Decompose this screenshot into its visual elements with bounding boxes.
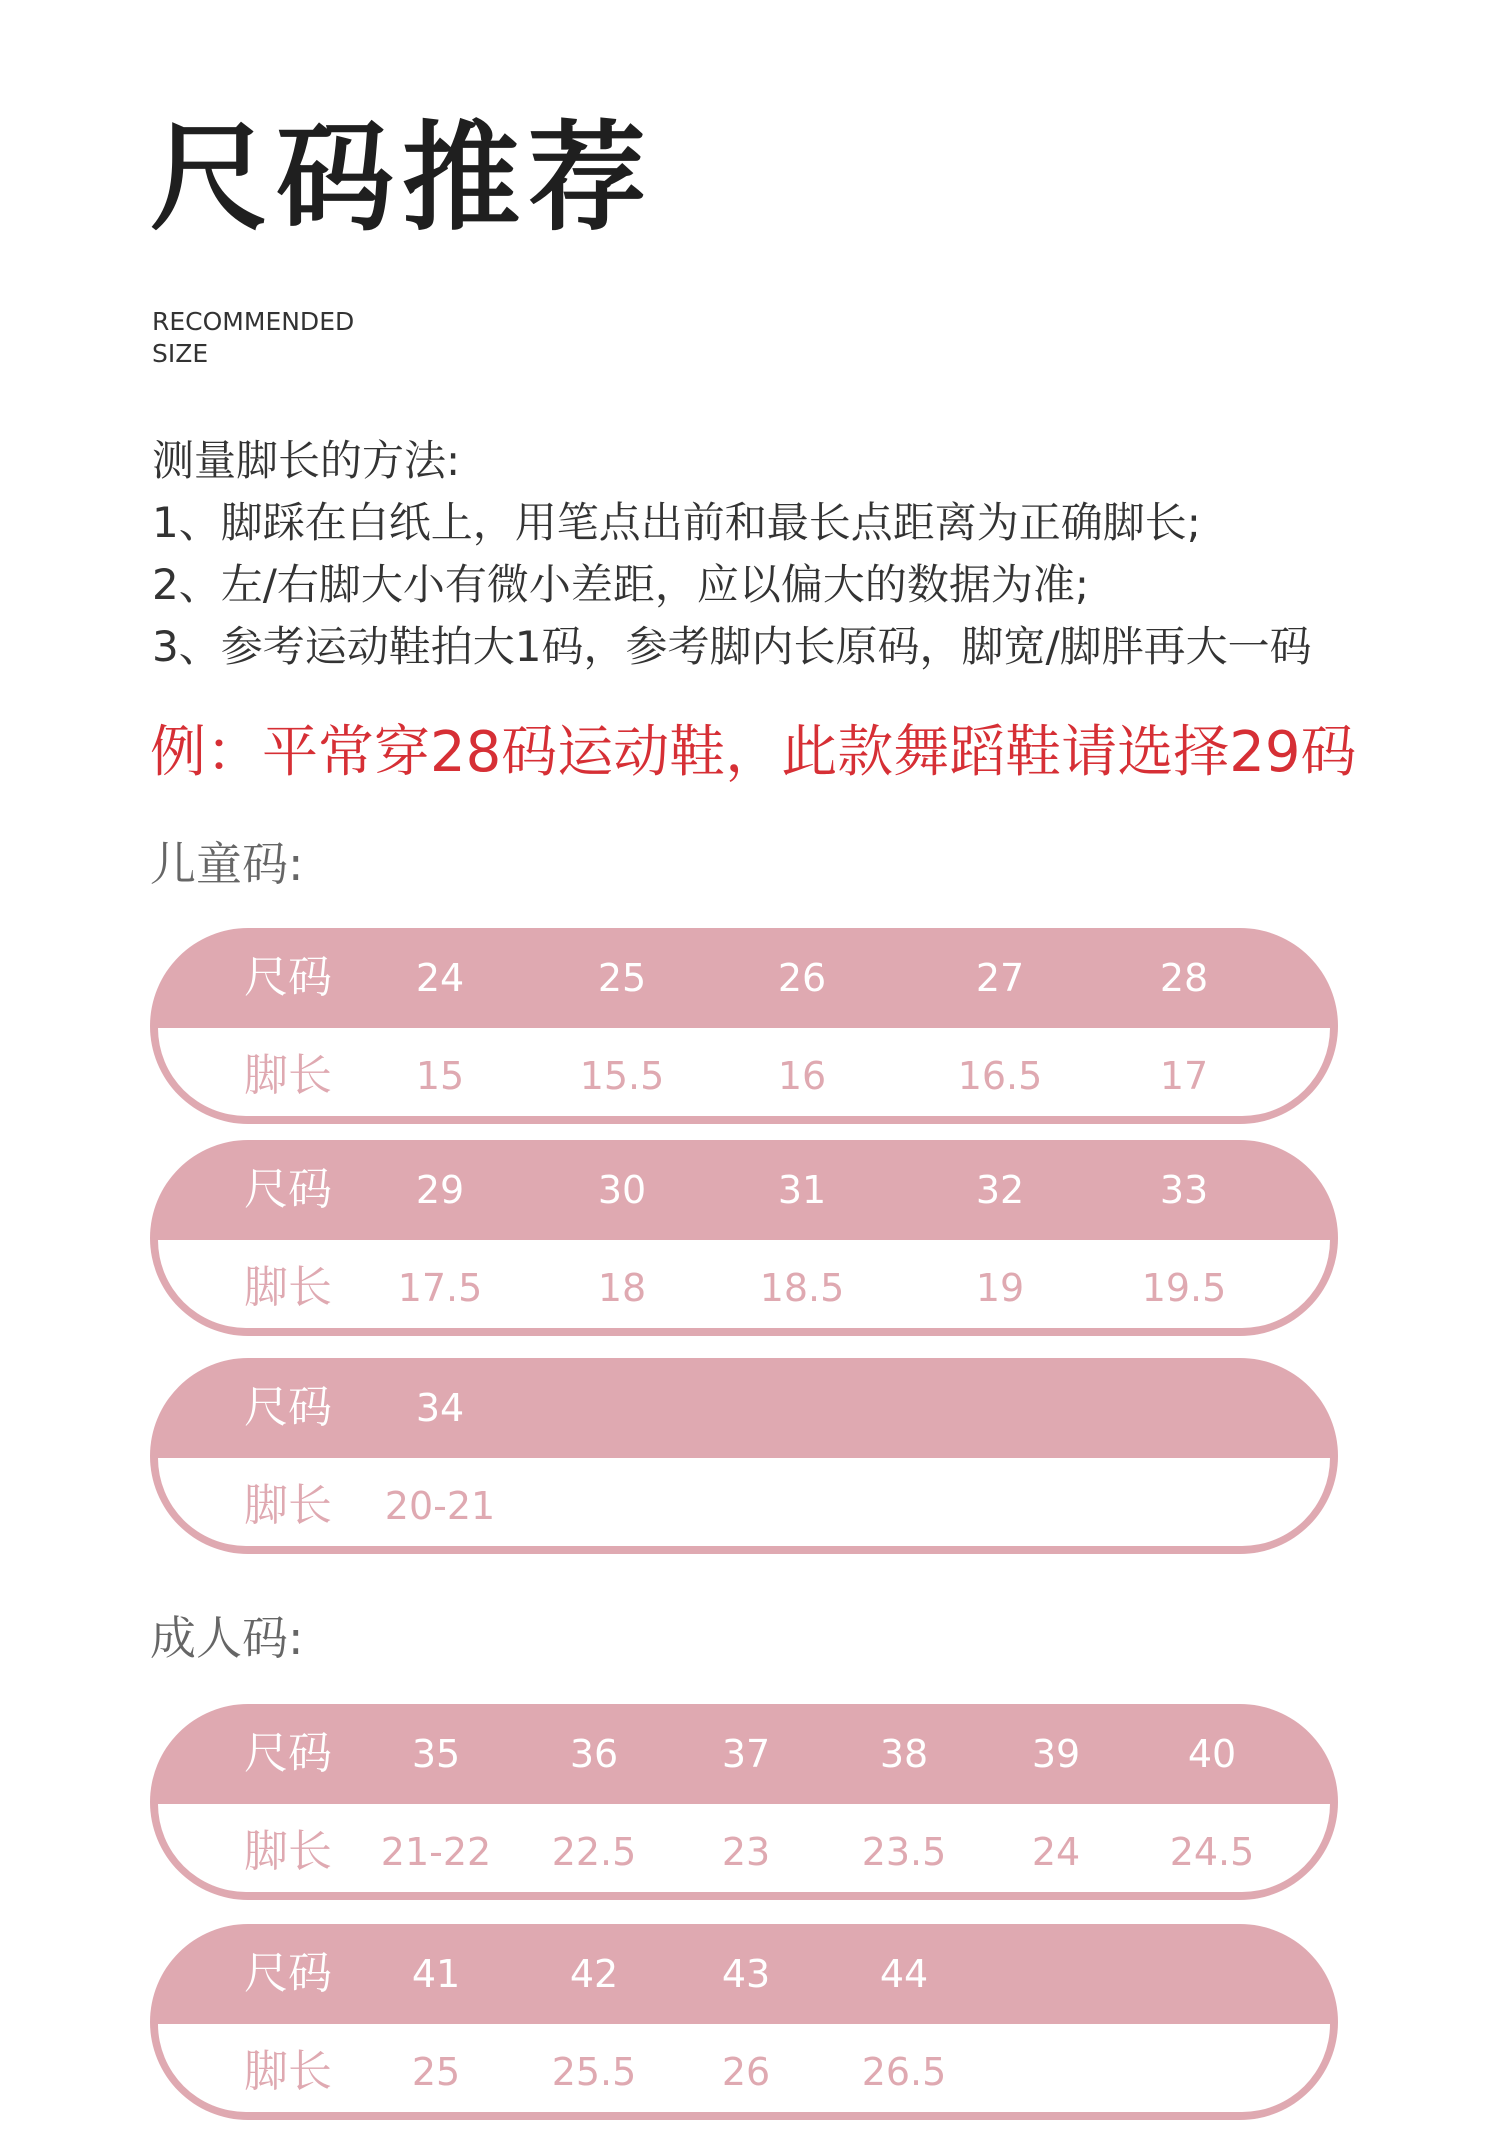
foot-length-row-value: 21-22 xyxy=(380,1830,492,1874)
size-row-label: 尺码 xyxy=(244,952,332,1003)
foot-length-row-value: 18 xyxy=(597,1266,647,1310)
size-table-adult-1 xyxy=(150,1704,1338,1900)
size-row xyxy=(150,1714,1338,1794)
foot-length-row-label: 脚长 xyxy=(244,2046,332,2097)
foot-length-row-value: 17.5 xyxy=(397,1266,483,1310)
size-row-value: 31 xyxy=(777,1168,827,1212)
size-table-kids-3 xyxy=(150,1358,1338,1554)
size-row-label: 尺码 xyxy=(244,1164,332,1215)
size-row-value: 27 xyxy=(975,956,1025,1000)
foot-length-row-value: 26.5 xyxy=(861,2050,947,2094)
size-row-value: 42 xyxy=(569,1952,619,1996)
size-row-value: 25 xyxy=(597,956,647,1000)
size-row-value: 33 xyxy=(1159,1168,1209,1212)
size-row-value: 32 xyxy=(975,1168,1025,1212)
size-row-value: 28 xyxy=(1159,956,1209,1000)
size-row-value: 37 xyxy=(721,1732,771,1776)
size-row xyxy=(150,1934,1338,2014)
size-row-label: 尺码 xyxy=(244,1382,332,1433)
instruction-step-2: 2、左/右脚大小有微小差距，应以偏大的数据为准; xyxy=(152,560,1090,609)
foot-length-row-value: 18.5 xyxy=(759,1266,845,1310)
size-row-value: 35 xyxy=(411,1732,461,1776)
foot-length-row-label: 脚长 xyxy=(244,1826,332,1877)
instruction-step-3: 3、参考运动鞋拍大1码，参考脚内长原码，脚宽/脚胖再大一码 xyxy=(152,622,1312,671)
foot-length-row-label: 脚长 xyxy=(244,1480,332,1531)
foot-length-row xyxy=(150,1036,1338,1116)
size-row-value: 38 xyxy=(879,1732,929,1776)
instruction-step-1: 1、脚踩在白纸上，用笔点出前和最长点距离为正确脚长; xyxy=(152,498,1201,547)
size-row-value: 41 xyxy=(411,1952,461,1996)
foot-length-row-value: 19 xyxy=(975,1266,1025,1310)
size-row-value: 29 xyxy=(415,1168,465,1212)
foot-length-row-value: 25.5 xyxy=(551,2050,637,2094)
instructions-heading: 测量脚长的方法: xyxy=(152,436,461,485)
size-row xyxy=(150,1368,1338,1448)
foot-length-row-value: 26 xyxy=(721,2050,771,2094)
foot-length-row-value: 24.5 xyxy=(1169,1830,1255,1874)
size-row xyxy=(150,938,1338,1018)
foot-length-row-value: 23.5 xyxy=(861,1830,947,1874)
size-row-value: 40 xyxy=(1187,1732,1237,1776)
size-row-value: 26 xyxy=(777,956,827,1000)
foot-length-row-value: 20-21 xyxy=(384,1484,496,1528)
foot-length-row-value: 16 xyxy=(777,1054,827,1098)
foot-length-row xyxy=(150,2032,1338,2112)
foot-length-row-value: 25 xyxy=(411,2050,461,2094)
subtitle-line-1: RECOMMENDED xyxy=(152,307,355,336)
foot-length-row xyxy=(150,1248,1338,1328)
size-row-value: 36 xyxy=(569,1732,619,1776)
foot-length-row-value: 19.5 xyxy=(1141,1266,1227,1310)
size-row-value: 30 xyxy=(597,1168,647,1212)
foot-length-row-value: 23 xyxy=(721,1830,771,1874)
size-row-label: 尺码 xyxy=(244,1728,332,1779)
subtitle-line-2: SIZE xyxy=(152,339,209,368)
example-note: 例：平常穿28码运动鞋，此款舞蹈鞋请选择29码 xyxy=(150,720,1357,785)
measure-instructions xyxy=(152,430,1312,678)
foot-length-row-value: 15.5 xyxy=(579,1054,665,1098)
adult-section-label: 成人码: xyxy=(150,1611,304,1665)
size-row-value: 34 xyxy=(415,1386,465,1430)
foot-length-row-value: 22.5 xyxy=(551,1830,637,1874)
foot-length-row-value: 15 xyxy=(415,1054,465,1098)
size-row-label: 尺码 xyxy=(244,1948,332,1999)
size-row-value: 24 xyxy=(415,956,465,1000)
size-row xyxy=(150,1150,1338,1230)
size-row-value: 39 xyxy=(1031,1732,1081,1776)
foot-length-row xyxy=(150,1812,1338,1892)
kids-section-label: 儿童码: xyxy=(150,837,304,891)
foot-length-row-value: 24 xyxy=(1031,1830,1081,1874)
size-row-value: 44 xyxy=(879,1952,929,1996)
size-row-value: 43 xyxy=(721,1952,771,1996)
page-subtitle xyxy=(152,306,354,370)
foot-length-row-value: 17 xyxy=(1159,1054,1209,1098)
foot-length-row-label: 脚长 xyxy=(244,1262,332,1313)
foot-length-row-label: 脚长 xyxy=(244,1050,332,1101)
size-table-adult-2 xyxy=(150,1924,1338,2120)
page-title: 尺码推荐 xyxy=(150,109,655,247)
size-table-kids-2 xyxy=(150,1140,1338,1336)
foot-length-row-value: 16.5 xyxy=(957,1054,1043,1098)
foot-length-row xyxy=(150,1466,1338,1546)
size-table-kids-1 xyxy=(150,928,1338,1124)
